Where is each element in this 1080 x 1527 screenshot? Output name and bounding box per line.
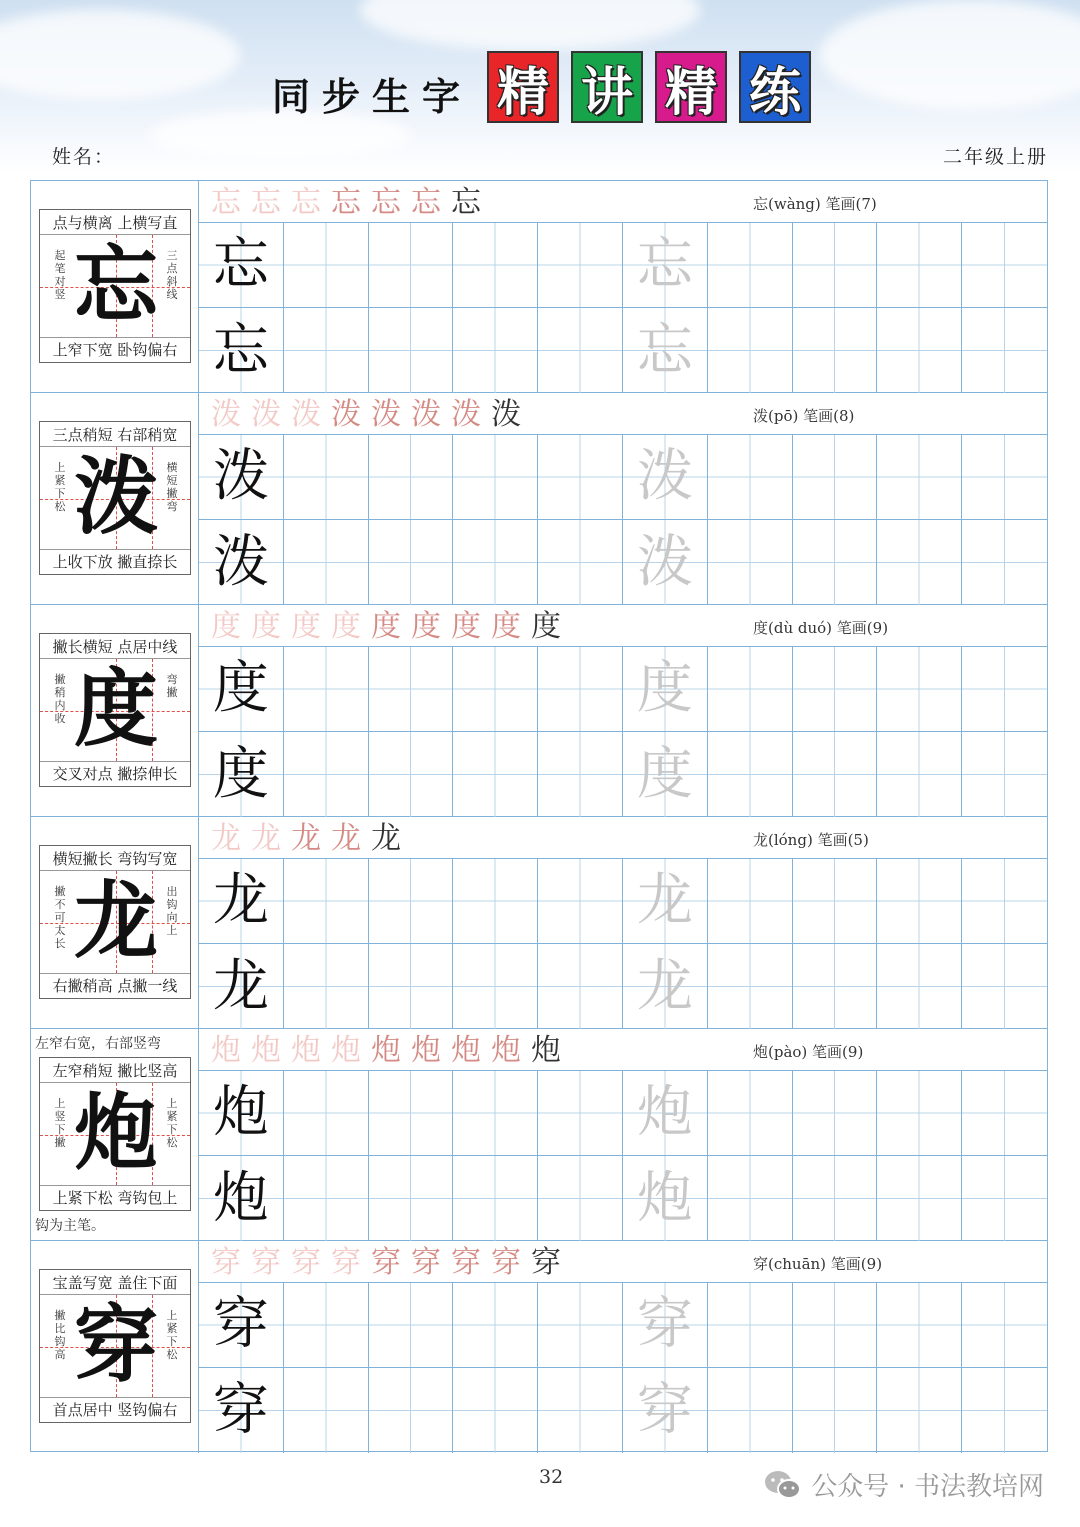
stroke-step: 炮 — [371, 1033, 401, 1068]
model-character: 度 — [212, 741, 269, 807]
practice-area — [199, 605, 1047, 816]
practice-cell[interactable] — [199, 647, 284, 732]
practice-cell[interactable] — [199, 1156, 284, 1241]
stroke-order — [211, 1245, 561, 1281]
practice-cell[interactable] — [199, 308, 284, 393]
practice-cell[interactable] — [793, 1368, 878, 1453]
writing-tip-panel — [31, 393, 199, 604]
practice-cell[interactable] — [962, 859, 1047, 944]
practice-cell[interactable] — [369, 944, 454, 1029]
tip-side-note: 上紧下松 — [166, 1309, 178, 1361]
practice-cell[interactable] — [877, 1156, 962, 1241]
practice-cell[interactable] — [877, 223, 962, 308]
practice-cell[interactable] — [623, 944, 708, 1029]
tip-character: 龙 — [74, 871, 159, 970]
stroke-step: 忘 — [411, 185, 441, 220]
character-info: 忘(wàng) 笔画(7) — [753, 195, 877, 213]
practice-cell[interactable] — [199, 1283, 284, 1368]
character-info: 度(dù duó) 笔画(9) — [753, 619, 889, 637]
practice-cell[interactable] — [453, 1071, 538, 1156]
practice-cell[interactable] — [538, 1283, 623, 1368]
stroke-step: 炮 — [411, 1033, 441, 1068]
practice-cell[interactable] — [369, 223, 454, 308]
stroke-order-line — [199, 393, 1047, 435]
name-label: 姓名： — [52, 146, 116, 168]
stroke-step: 穿 — [251, 1245, 281, 1280]
practice-cell[interactable] — [453, 435, 538, 520]
stroke-order — [211, 609, 561, 645]
trace-character: 忘 — [636, 232, 693, 297]
practice-cell[interactable] — [793, 1071, 878, 1156]
trace-character: 度 — [636, 656, 693, 721]
practice-cell[interactable] — [538, 1071, 623, 1156]
stroke-order-line — [199, 1241, 1047, 1283]
stroke-order — [211, 821, 401, 857]
stroke-step: 泼 — [331, 397, 361, 432]
stroke-step: 度 — [371, 609, 401, 644]
tip-bottom-text: 交叉对点 撇捺伸长 — [52, 765, 178, 783]
practice-cell[interactable] — [877, 944, 962, 1029]
practice-cell[interactable] — [369, 435, 454, 520]
practice-cell[interactable] — [623, 1368, 708, 1453]
practice-cell[interactable] — [962, 1283, 1047, 1368]
stroke-step: 穿 — [531, 1245, 561, 1280]
practice-cell[interactable] — [538, 1368, 623, 1453]
trace-character: 穿 — [636, 1292, 693, 1357]
stroke-step: 龙 — [251, 821, 281, 856]
tip-box — [39, 845, 191, 999]
tip-top-text: 撇长横短 点居中线 — [52, 638, 178, 656]
practice-cell[interactable] — [538, 520, 623, 605]
stroke-step: 泼 — [451, 397, 481, 432]
tip-note: 左窄右宽，右部竖弯 — [35, 1036, 161, 1052]
stroke-step: 穿 — [451, 1245, 481, 1280]
stroke-step: 泼 — [491, 397, 521, 432]
practice-cell[interactable] — [877, 732, 962, 817]
tip-bottom-text: 上窄下宽 卧钩偏右 — [52, 341, 178, 359]
tip-box — [39, 1269, 191, 1423]
stroke-step: 穿 — [291, 1245, 321, 1280]
stroke-step: 度 — [331, 609, 361, 644]
tip-illustration — [40, 1294, 190, 1398]
practice-cell[interactable] — [538, 223, 623, 308]
practice-cell[interactable] — [369, 308, 454, 393]
practice-cell[interactable] — [623, 223, 708, 308]
practice-cell[interactable] — [369, 732, 454, 817]
model-character: 穿 — [212, 1377, 269, 1443]
trace-character: 泼 — [636, 444, 693, 509]
wechat-icon — [763, 1469, 803, 1501]
stroke-order — [211, 1033, 561, 1069]
tip-side-note: 撇不可太长 — [54, 885, 66, 950]
practice-cell[interactable] — [623, 859, 708, 944]
page-number: 32 — [539, 1466, 564, 1488]
stroke-step: 忘 — [251, 185, 281, 220]
title-badge: 精 — [655, 51, 727, 123]
character-info: 穿(chuān) 笔画(9) — [753, 1255, 883, 1273]
tip-box — [39, 633, 191, 787]
stroke-step: 泼 — [291, 397, 321, 432]
practice-cell[interactable] — [199, 520, 284, 605]
practice-cell[interactable] — [877, 435, 962, 520]
practice-area — [199, 393, 1047, 604]
character-info: 泼(pō) 笔画(8) — [753, 407, 855, 425]
trace-character: 龙 — [636, 953, 693, 1019]
practice-cell[interactable] — [453, 859, 538, 944]
practice-cell[interactable] — [962, 1368, 1047, 1453]
tip-top-text: 点与横离 上横写直 — [52, 214, 178, 232]
practice-cell[interactable] — [877, 647, 962, 732]
practice-cell[interactable] — [962, 308, 1047, 393]
stroke-step: 炮 — [451, 1033, 481, 1068]
practice-sheet — [30, 180, 1048, 1452]
practice-cell[interactable] — [708, 944, 793, 1029]
practice-cell[interactable] — [538, 944, 623, 1029]
character-info: 炮(pào) 笔画(9) — [753, 1043, 864, 1061]
practice-grid — [199, 1283, 1047, 1453]
tip-side-note: 横短撇弯 — [166, 461, 178, 513]
practice-cell[interactable] — [199, 732, 284, 817]
stroke-step: 炮 — [251, 1033, 281, 1068]
practice-cell[interactable] — [708, 308, 793, 393]
practice-cell[interactable] — [962, 1156, 1047, 1241]
title-badge: 精 — [487, 51, 559, 123]
tip-character: 炮 — [74, 1083, 159, 1182]
model-character: 龙 — [212, 953, 269, 1019]
practice-cell[interactable] — [199, 859, 284, 944]
tip-side-note: 起笔对竖 — [54, 249, 66, 301]
practice-grid — [199, 435, 1047, 605]
character-info: 龙(lóng) 笔画(5) — [753, 831, 869, 849]
practice-area — [199, 181, 1047, 392]
tip-bottom-text: 上紧下松 弯钩包上 — [52, 1189, 178, 1207]
stroke-order-line — [199, 817, 1047, 859]
tip-top-text: 左窄稍短 撇比竖高 — [52, 1062, 178, 1080]
practice-cell[interactable] — [793, 944, 878, 1029]
tip-top-text: 三点稍短 右部稍宽 — [52, 426, 178, 444]
practice-cell[interactable] — [793, 520, 878, 605]
practice-cell[interactable] — [453, 520, 538, 605]
practice-cell[interactable] — [453, 732, 538, 817]
stroke-step: 泼 — [211, 397, 241, 432]
writing-tip-panel — [31, 605, 199, 816]
practice-cell[interactable] — [284, 859, 369, 944]
model-character: 忘 — [212, 232, 269, 297]
practice-cell[interactable] — [877, 1071, 962, 1156]
trace-character: 度 — [636, 741, 693, 807]
practice-cell[interactable] — [284, 435, 369, 520]
practice-cell[interactable] — [962, 944, 1047, 1029]
practice-cell[interactable] — [199, 944, 284, 1029]
practice-cell[interactable] — [284, 647, 369, 732]
stroke-step: 泼 — [371, 397, 401, 432]
character-row — [31, 1241, 1047, 1453]
tip-top-text: 宝盖写宽 盖住下面 — [52, 1274, 178, 1292]
trace-character: 炮 — [636, 1080, 693, 1145]
practice-cell[interactable] — [708, 1283, 793, 1368]
stroke-step: 忘 — [291, 185, 321, 220]
practice-cell[interactable] — [284, 520, 369, 605]
stroke-step: 炮 — [491, 1033, 521, 1068]
stroke-step: 度 — [211, 609, 241, 644]
model-character: 炮 — [212, 1165, 269, 1231]
stroke-step: 忘 — [331, 185, 361, 220]
stroke-step: 度 — [491, 609, 521, 644]
stroke-step: 忘 — [211, 185, 241, 220]
practice-cell[interactable] — [369, 1283, 454, 1368]
practice-cell[interactable] — [369, 647, 454, 732]
tip-character: 忘 — [74, 235, 159, 334]
practice-cell[interactable] — [623, 1156, 708, 1241]
character-row — [31, 605, 1047, 817]
stroke-step: 度 — [531, 609, 561, 644]
practice-cell[interactable] — [453, 1283, 538, 1368]
practice-cell[interactable] — [199, 1071, 284, 1156]
stroke-order-line — [199, 181, 1047, 223]
stroke-step: 度 — [411, 609, 441, 644]
practice-cell[interactable] — [199, 223, 284, 308]
stroke-step: 度 — [291, 609, 321, 644]
tip-side-note: 上紧下松 — [166, 1097, 178, 1149]
practice-cell[interactable] — [199, 435, 284, 520]
tip-character: 度 — [74, 659, 159, 758]
trace-character: 龙 — [636, 868, 693, 933]
trace-character: 穿 — [636, 1377, 693, 1443]
tip-side-note: 出钩向上 — [166, 885, 178, 937]
trace-character: 泼 — [636, 529, 693, 595]
tip-side-note: 弯撇 — [166, 673, 178, 699]
stroke-step: 炮 — [531, 1033, 561, 1068]
stroke-step: 泼 — [411, 397, 441, 432]
stroke-step: 泼 — [251, 397, 281, 432]
practice-area — [199, 817, 1047, 1028]
stroke-step: 龙 — [211, 821, 241, 856]
practice-cell[interactable] — [623, 435, 708, 520]
practice-cell[interactable] — [453, 308, 538, 393]
tip-illustration — [40, 234, 190, 338]
tip-bottom-text: 首点居中 竖钩偏右 — [52, 1401, 178, 1419]
stroke-order — [211, 397, 521, 433]
character-row — [31, 393, 1047, 605]
practice-cell[interactable] — [538, 435, 623, 520]
practice-cell[interactable] — [708, 1071, 793, 1156]
practice-cell[interactable] — [708, 859, 793, 944]
practice-cell[interactable] — [962, 732, 1047, 817]
tip-side-note: 上紧下松 — [54, 461, 66, 513]
practice-cell[interactable] — [793, 859, 878, 944]
model-character: 龙 — [212, 868, 269, 933]
practice-cell[interactable] — [793, 647, 878, 732]
practice-cell[interactable] — [708, 732, 793, 817]
tip-bottom-text: 右撇稍高 点撇一线 — [52, 977, 178, 995]
stroke-step: 炮 — [291, 1033, 321, 1068]
stroke-step: 忘 — [451, 185, 481, 220]
tip-side-note: 三点斜线 — [166, 249, 178, 301]
character-row — [31, 1029, 1047, 1241]
practice-grid — [199, 647, 1047, 817]
practice-cell[interactable] — [962, 435, 1047, 520]
title-badge: 讲 — [571, 51, 643, 123]
practice-cell[interactable] — [369, 1368, 454, 1453]
practice-cell[interactable] — [453, 1156, 538, 1241]
stroke-order — [211, 185, 481, 221]
tip-side-note: 撇比钩高 — [54, 1309, 66, 1361]
practice-cell[interactable] — [538, 732, 623, 817]
practice-cell[interactable] — [793, 1283, 878, 1368]
practice-cell[interactable] — [284, 1156, 369, 1241]
practice-cell[interactable] — [284, 308, 369, 393]
practice-cell[interactable] — [284, 944, 369, 1029]
tip-bottom-text: 上收下放 撇直捺长 — [52, 553, 178, 571]
stroke-step: 穿 — [211, 1245, 241, 1280]
practice-cell[interactable] — [284, 732, 369, 817]
stroke-order-line — [199, 605, 1047, 647]
practice-cell[interactable] — [538, 647, 623, 732]
stroke-step: 龙 — [291, 821, 321, 856]
practice-grid — [199, 859, 1047, 1029]
model-character: 泼 — [212, 529, 269, 595]
practice-area — [199, 1029, 1047, 1240]
practice-cell[interactable] — [199, 1368, 284, 1453]
practice-cell[interactable] — [962, 520, 1047, 605]
tip-box — [39, 421, 191, 575]
writing-tip-panel — [31, 1029, 199, 1240]
tip-side-note: 撇稍内收 — [54, 673, 66, 725]
practice-cell[interactable] — [793, 308, 878, 393]
practice-cell[interactable] — [369, 520, 454, 605]
trace-character: 忘 — [636, 317, 693, 383]
writing-tip-panel — [31, 181, 199, 392]
practice-cell[interactable] — [793, 732, 878, 817]
practice-cell[interactable] — [877, 308, 962, 393]
practice-cell[interactable] — [369, 1156, 454, 1241]
stroke-step: 龙 — [331, 821, 361, 856]
practice-cell[interactable] — [962, 223, 1047, 308]
tip-illustration — [40, 870, 190, 974]
stroke-step: 穿 — [371, 1245, 401, 1280]
stroke-step: 炮 — [211, 1033, 241, 1068]
tip-box — [39, 209, 191, 363]
practice-cell[interactable] — [538, 308, 623, 393]
writing-tip-panel — [31, 1241, 199, 1453]
model-character: 度 — [212, 656, 269, 721]
practice-cell[interactable] — [453, 223, 538, 308]
title-badges — [487, 51, 811, 123]
practice-cell[interactable] — [453, 1368, 538, 1453]
practice-area — [199, 1241, 1047, 1453]
practice-cell[interactable] — [708, 1156, 793, 1241]
tip-character: 泼 — [74, 447, 159, 546]
practice-cell[interactable] — [708, 1368, 793, 1453]
tip-illustration — [40, 1082, 190, 1186]
model-character: 穿 — [212, 1292, 269, 1357]
practice-cell[interactable] — [877, 520, 962, 605]
practice-cell[interactable] — [623, 308, 708, 393]
practice-cell[interactable] — [453, 944, 538, 1029]
practice-cell[interactable] — [284, 1071, 369, 1156]
practice-cell[interactable] — [708, 520, 793, 605]
character-row — [31, 181, 1047, 393]
practice-cell[interactable] — [877, 1368, 962, 1453]
stroke-step: 度 — [451, 609, 481, 644]
practice-cell[interactable] — [793, 435, 878, 520]
practice-cell[interactable] — [793, 223, 878, 308]
practice-cell[interactable] — [877, 1283, 962, 1368]
practice-cell[interactable] — [962, 647, 1047, 732]
model-character: 泼 — [212, 444, 269, 509]
model-character: 忘 — [212, 317, 269, 383]
practice-cell[interactable] — [623, 1283, 708, 1368]
practice-grid — [199, 1071, 1047, 1241]
practice-cell[interactable] — [623, 732, 708, 817]
stroke-step: 穿 — [411, 1245, 441, 1280]
practice-cell[interactable] — [453, 647, 538, 732]
stroke-step: 龙 — [371, 821, 401, 856]
stroke-order-line — [199, 1029, 1047, 1071]
practice-cell[interactable] — [284, 1368, 369, 1453]
practice-cell[interactable] — [708, 223, 793, 308]
writing-tip-panel — [31, 817, 199, 1028]
practice-cell[interactable] — [284, 1283, 369, 1368]
practice-cell[interactable] — [623, 647, 708, 732]
watermark-text: 公众号 · 书法教培网 — [811, 1472, 1044, 1502]
watermark — [763, 1466, 1044, 1503]
practice-cell[interactable] — [623, 520, 708, 605]
practice-cell[interactable] — [877, 859, 962, 944]
model-character: 炮 — [212, 1080, 269, 1145]
practice-cell[interactable] — [369, 1071, 454, 1156]
practice-cell[interactable] — [623, 1071, 708, 1156]
practice-cell[interactable] — [369, 859, 454, 944]
title-badge: 练 — [739, 51, 811, 123]
stroke-step: 度 — [251, 609, 281, 644]
practice-grid — [199, 223, 1047, 393]
tip-character: 穿 — [74, 1295, 159, 1394]
practice-cell[interactable] — [708, 647, 793, 732]
stroke-step: 穿 — [331, 1245, 361, 1280]
tip-illustration — [40, 658, 190, 762]
stroke-step: 穿 — [491, 1245, 521, 1280]
practice-cell[interactable] — [538, 859, 623, 944]
stroke-step: 炮 — [331, 1033, 361, 1068]
practice-cell[interactable] — [284, 223, 369, 308]
character-row — [31, 817, 1047, 1029]
tip-side-note: 上竖下撇 — [54, 1097, 66, 1149]
practice-cell[interactable] — [538, 1156, 623, 1241]
trace-character: 炮 — [636, 1165, 693, 1231]
tip-illustration — [40, 446, 190, 550]
stroke-step: 忘 — [371, 185, 401, 220]
practice-cell[interactable] — [793, 1156, 878, 1241]
grade-label: 二年级上册 — [942, 146, 1048, 168]
page-title: 同步生字 — [272, 75, 473, 119]
practice-cell[interactable] — [962, 1071, 1047, 1156]
tip-note: 钩为主笔。 — [35, 1218, 105, 1234]
practice-cell[interactable] — [708, 435, 793, 520]
tip-top-text: 横短撇长 弯钩写宽 — [52, 850, 178, 868]
tip-box — [39, 1057, 191, 1211]
